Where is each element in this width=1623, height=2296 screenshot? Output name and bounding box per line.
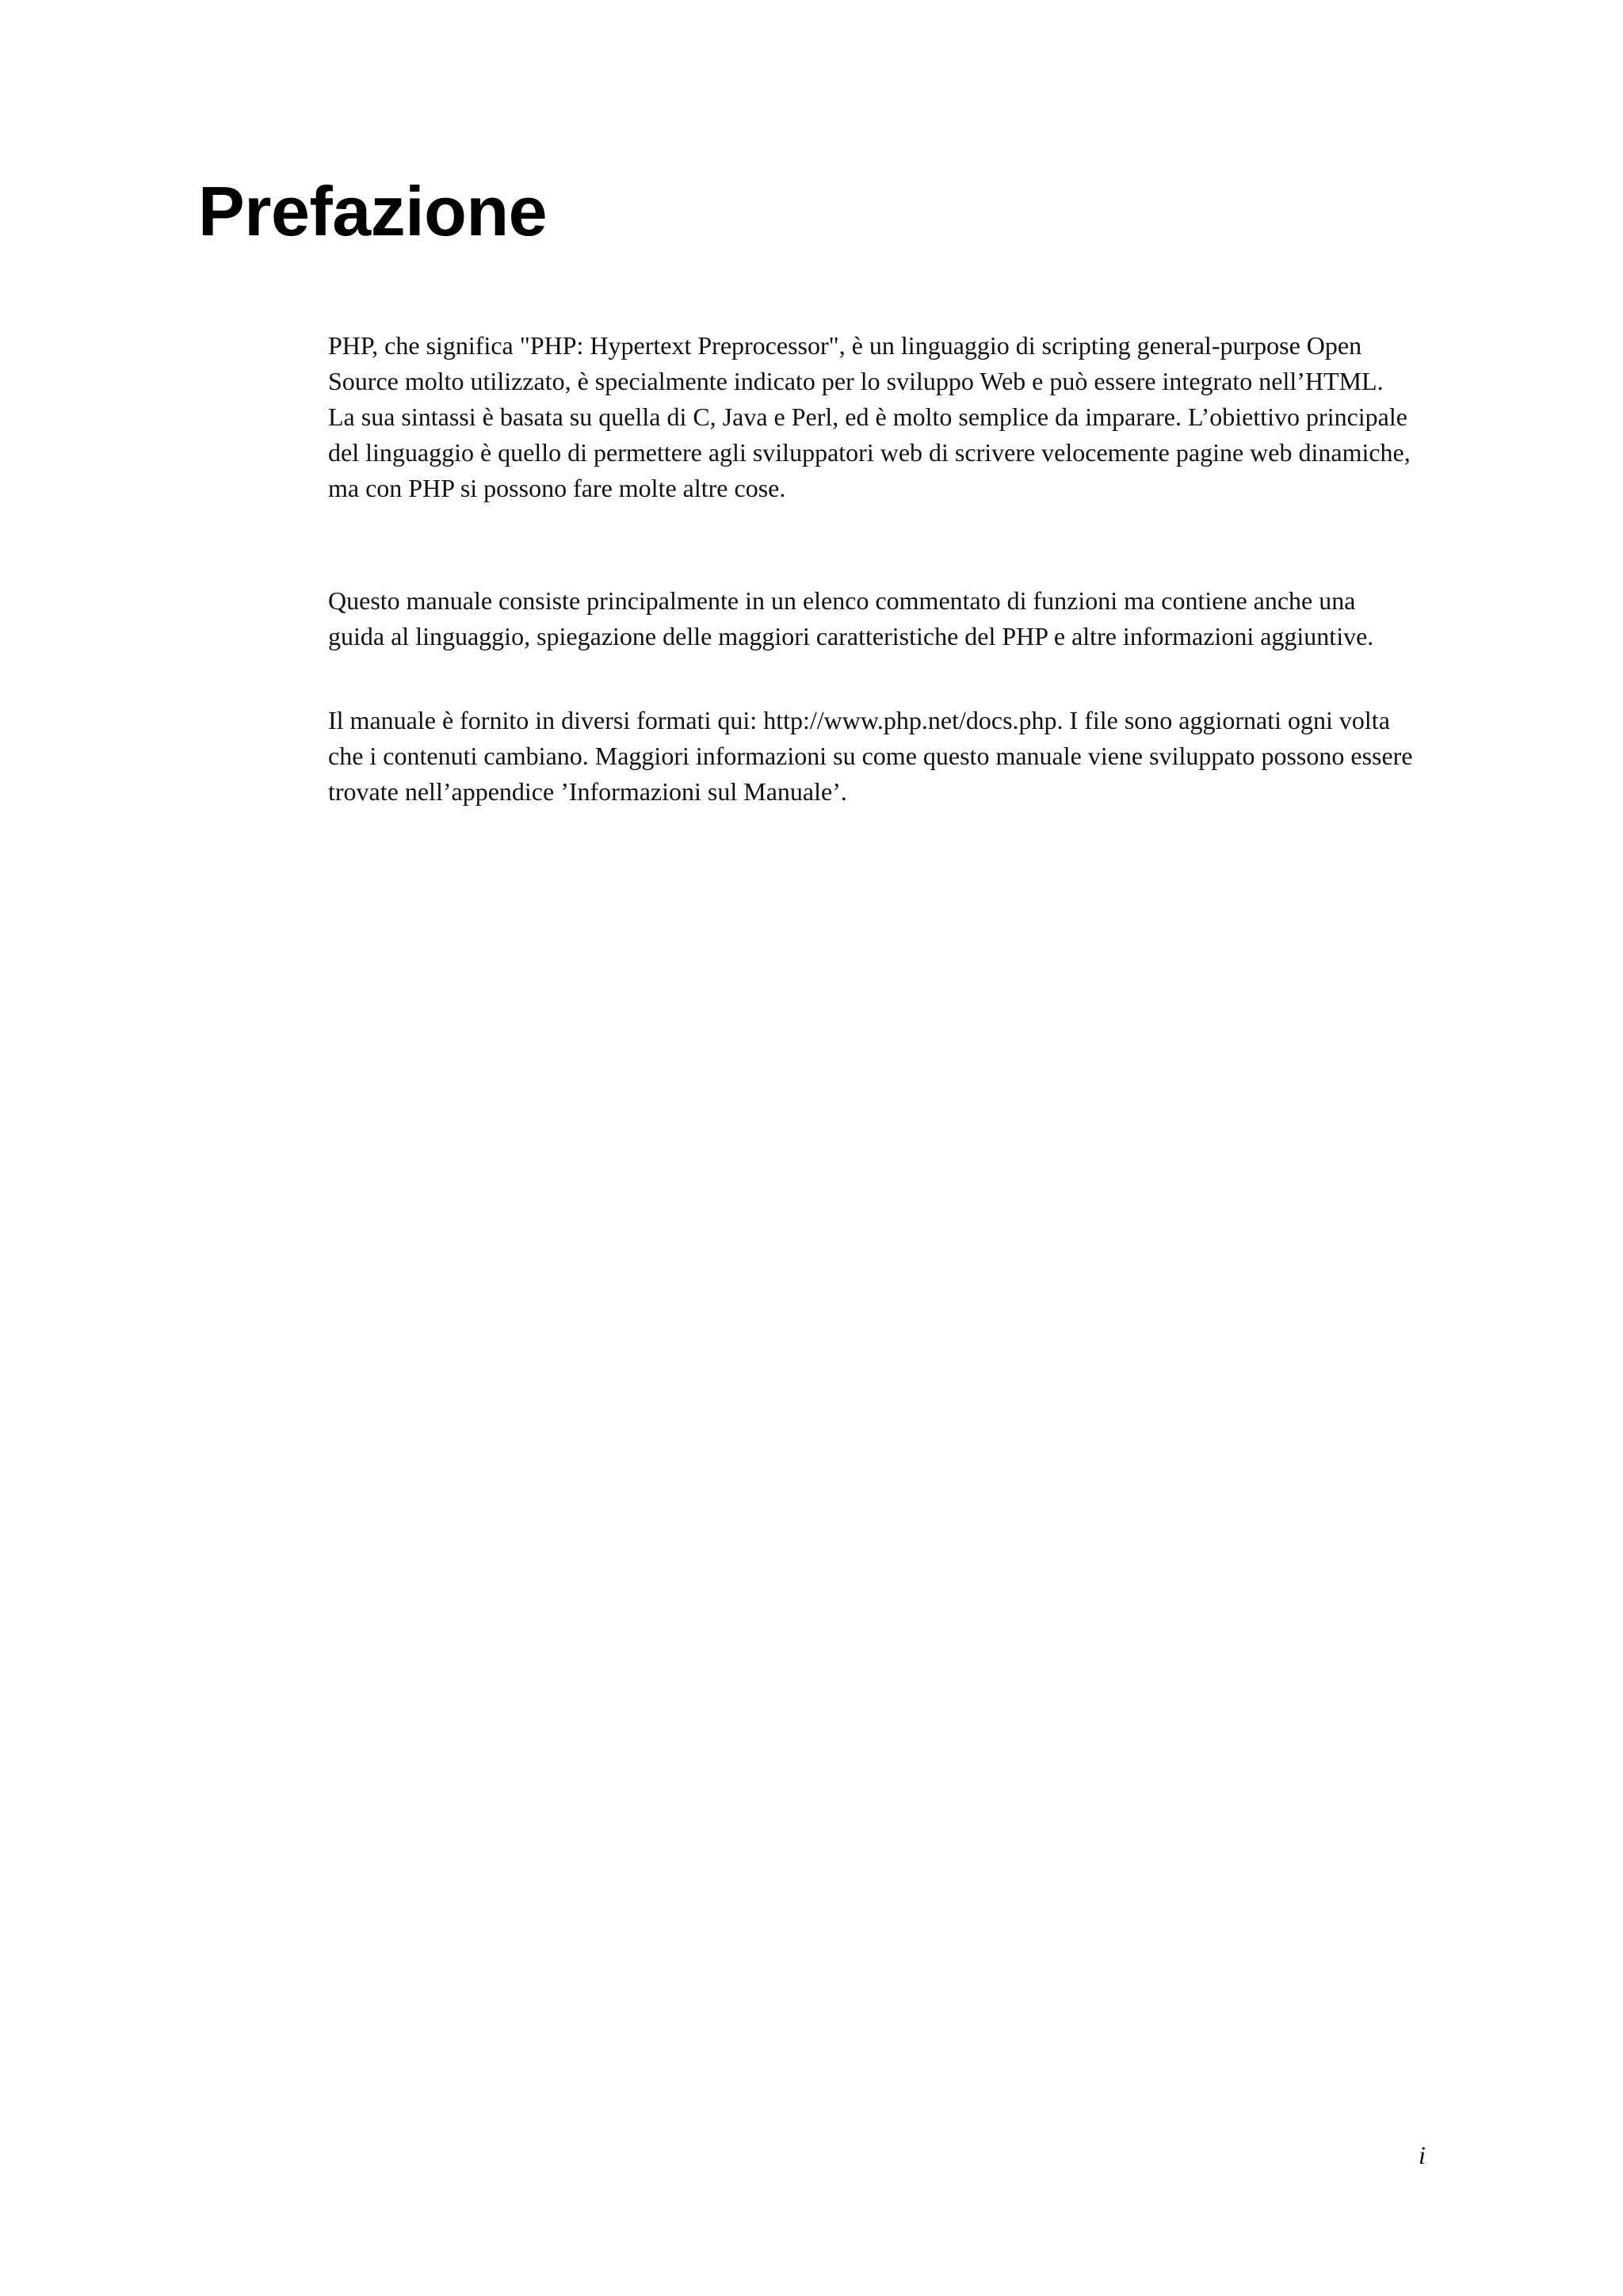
page-title: Prefazione (198, 172, 548, 250)
paragraph-intro: PHP, che significa "PHP: Hypertext Preprocessor", è un linguaggio di scripting general-purpose Open Source molto utilizzato, è specialmente indicato per lo sviluppo Web e può essere integrato nell’HTML. La sua sintassi è basata su quella di C, Java e Perl, ed è molto semplice da imparare. L’obiettivo principale del linguaggio è quello di permettere agli sviluppatori web di scrivere velocemente pagine web dinamiche, ma con PHP si possono fare molte altre cose. (328, 331, 1411, 502)
paragraph-manual-contents: Questo manuale consiste principalmente in un elenco commentato di funzioni ma contiene anche una guida al linguaggio, spiegazione delle maggiori caratteristiche del PHP e altre informazioni aggiuntive. (328, 586, 1374, 650)
page-number: i (1419, 2141, 1426, 2169)
paragraph-formats: Il manuale è fornito in diversi formati qui: http://www.php.net/docs.php. I file sono aggiornati ogni volta che i contenuti cambiano. Maggiori informazioni su come questo manuale viene sviluppato possono essere trovate nell’appendice ’Informazioni sul Manuale’. (328, 706, 1413, 806)
